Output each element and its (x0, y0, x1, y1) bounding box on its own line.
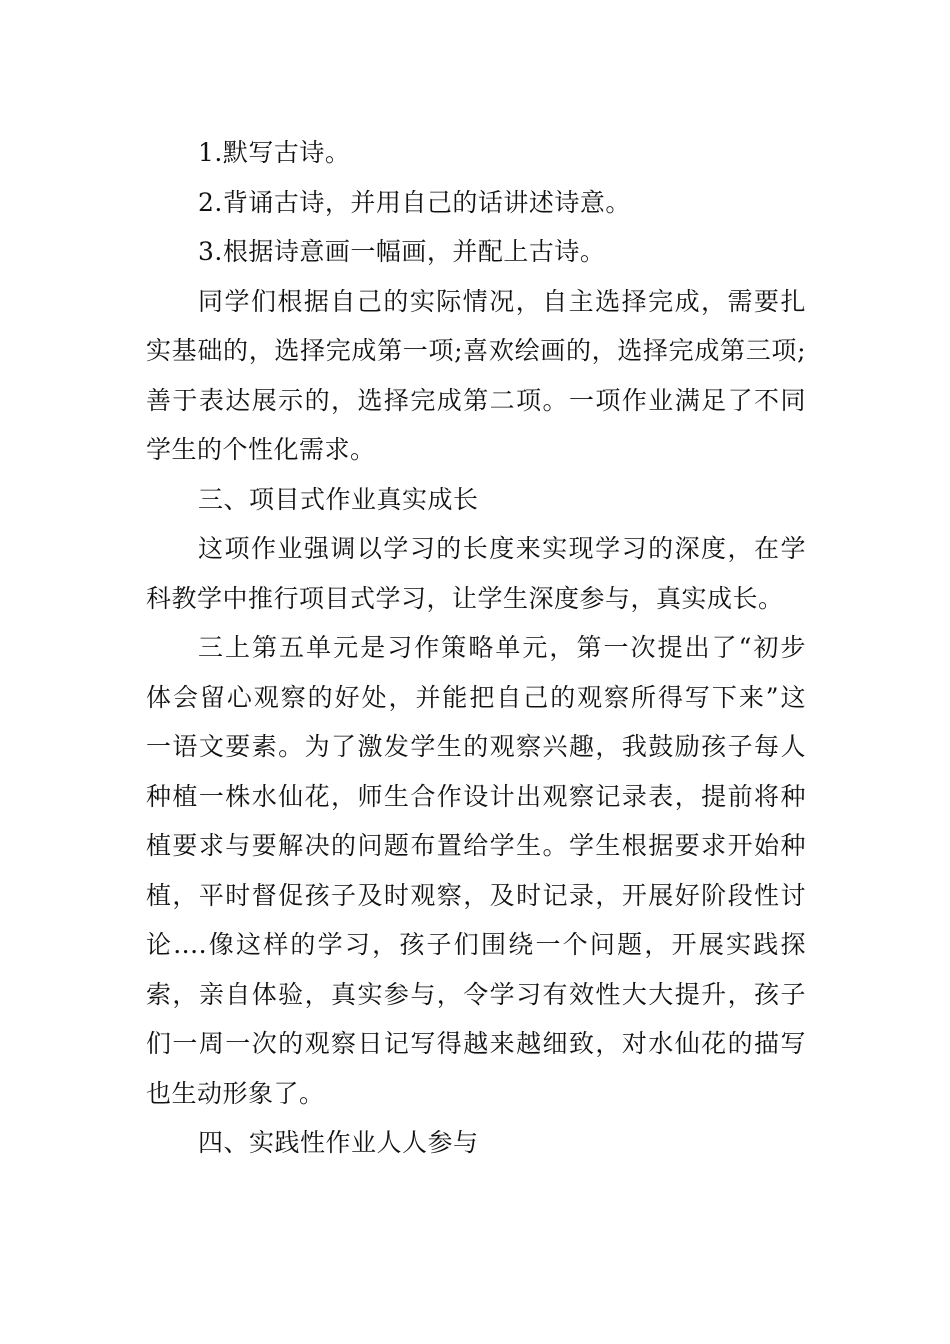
paragraph-3-line-3: 一语文要素。为了激发学生的观察兴趣，我鼓励孩子每人 (146, 732, 806, 761)
section-heading-4: 四、实践性作业人人参与 (198, 1128, 479, 1157)
paragraph-3-line-10: 也生动形象了。 (146, 1078, 325, 1108)
paragraph-3-line-5: 植要求与要解决的问题布置给学生。学生根据要求开始种 (146, 831, 806, 860)
paragraph-3-line-2: 体会留心观察的好处，并能把自己的观察所得写下来”这 (146, 682, 806, 712)
document-body (146, 128, 806, 1168)
paragraph-3-line-9: 们一周一次的观察日记写得越来越细致，对水仙花的描写 (146, 1029, 806, 1058)
list-item-3: 3.根据诗意画一幅画，并配上古诗。 (198, 237, 606, 266)
paragraph-1-line-2: 实基础的，选择完成第一项;喜欢绘画的，选择完成第三项; (146, 336, 806, 365)
paragraph-3-line-6: 植，平时督促孩子及时观察，及时记录，开展好阶段性讨 (146, 880, 806, 910)
paragraph-1-line-4: 学生的个性化需求。 (146, 435, 376, 464)
section-heading-3: 三、项目式作业真实成长 (198, 484, 479, 514)
paragraph-2-line-2: 科教学中推行项目式学习，让学生深度参与，真实成长。 (146, 583, 784, 613)
list-item-1: 1.默写古诗。 (198, 138, 351, 167)
paragraph-3-line-1: 三上第五单元是习作策略单元，第一次提出了“初步 (198, 633, 806, 662)
paragraph-3-line-8: 索，亲自体验，真实参与，令学习有效性大大提升，孩子 (146, 979, 806, 1009)
paragraph-2-line-1: 这项作业强调以学习的长度来实现学习的深度，在学 (198, 534, 806, 563)
paragraph-3-line-7: 论....像这样的学习，孩子们围绕一个问题，开展实践探 (146, 930, 806, 959)
paragraph-1-line-3: 善于表达展示的，选择完成第二项。一项作业满足了不同 (146, 385, 806, 415)
paragraph-1-line-1: 同学们根据自己的实际情况，自主选择完成，需要扎 (198, 286, 806, 316)
list-item-2: 2.背诵古诗，并用自己的话讲述诗意。 (198, 187, 631, 217)
paragraph-3-line-4: 种植一株水仙花，师生合作设计出观察记录表，提前将种 (146, 781, 806, 811)
